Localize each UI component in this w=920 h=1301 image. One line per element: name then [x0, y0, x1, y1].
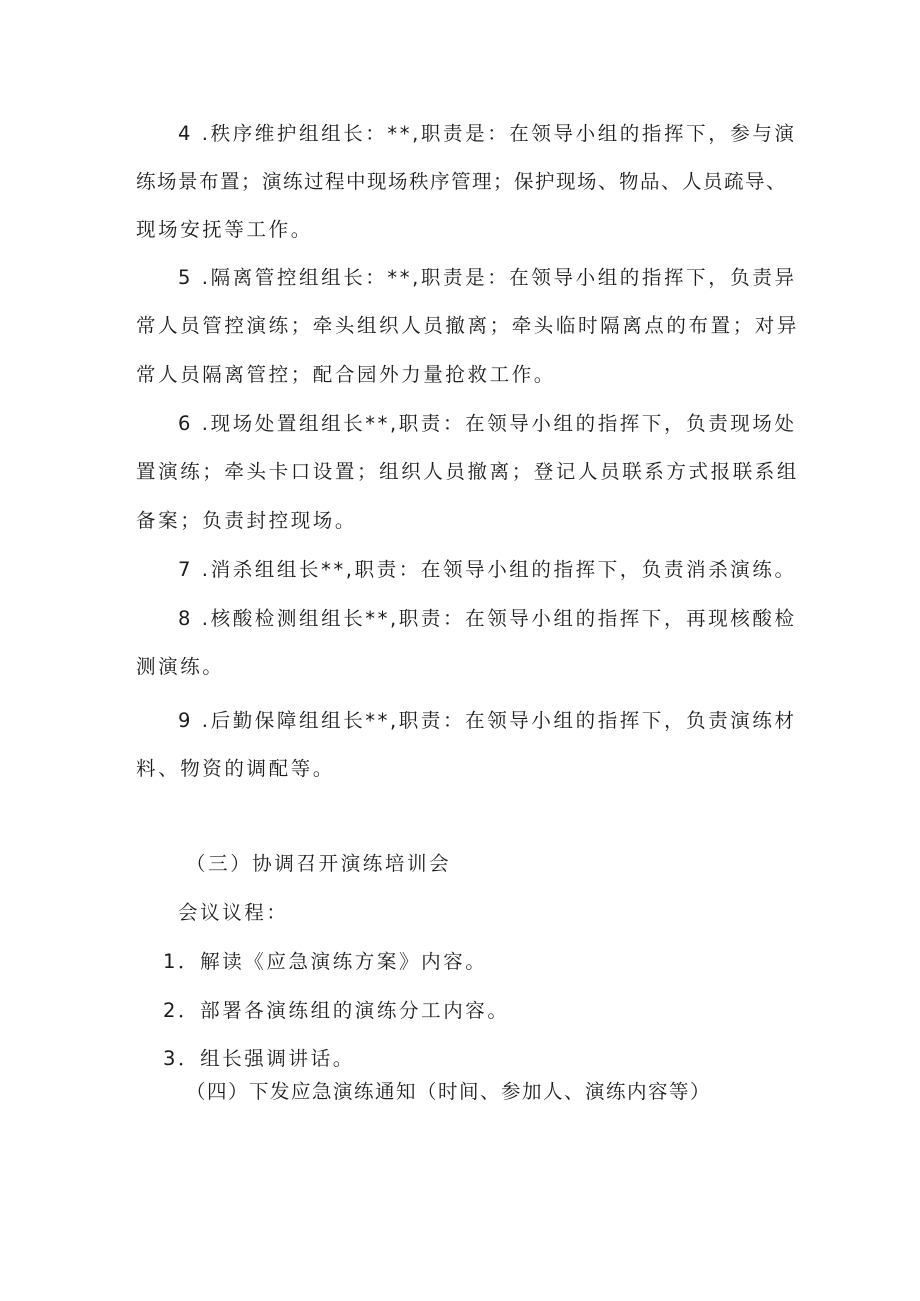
- agenda-item-2: 2．部署各演练组的演练分工内容。: [163, 999, 510, 1022]
- item-9-line-2: 料、物资的调配等。: [136, 757, 335, 780]
- item-6-line-1: 6 .现场处置组组长**,职责：在领导小组的指挥下，负责现场处: [178, 412, 797, 435]
- item-5-line-2: 常人员管控演练；牵头组织人员撤离；牵头临时隔离点的布置；对异: [136, 314, 800, 337]
- section-4-heading: （四）下发应急演练通知（时间、参加人、演练内容等）: [186, 1080, 712, 1103]
- item-5-line-1: 5 .隔离管控组组长：**,职责是：在领导小组的指挥下，负责异: [178, 266, 797, 289]
- item-6-line-2: 置演练；牵头卡口设置；组织人员撤离；登记人员联系方式报联系组: [136, 460, 800, 483]
- item-7-line-1: 7 .消杀组组长**,职责：在领导小组的指挥下，负责消杀演练。: [178, 558, 797, 581]
- agenda-item-1: 1．解读《应急演练方案》内容。: [163, 950, 488, 973]
- item-4-line-2: 练场景布置；演练过程中现场秩序管理；保护现场、物品、人员疏导、: [136, 170, 788, 193]
- item-8-line-2: 测演练。: [136, 655, 225, 678]
- item-4-line-3: 现场安抚等工作。: [136, 218, 313, 241]
- section-3-heading: （三）协调召开演练培训会: [186, 852, 452, 875]
- item-4-line-1: 4 .秩序维护组组长：**,职责是：在领导小组的指挥下，参与演: [178, 122, 797, 145]
- agenda-label: 会议议程：: [178, 901, 289, 924]
- item-8-line-1: 8 .核酸检测组组长**,职责：在领导小组的指挥下，再现核酸检: [178, 607, 797, 630]
- item-5-line-3: 常人员隔离管控；配合园外力量抢救工作。: [136, 363, 556, 386]
- item-6-line-3: 备案；负责封控现场。: [136, 509, 358, 532]
- agenda-item-3: 3．组长强调讲话。: [163, 1047, 355, 1070]
- item-9-line-1: 9 .后勤保障组组长**,职责：在领导小组的指挥下，负责演练材: [178, 709, 797, 732]
